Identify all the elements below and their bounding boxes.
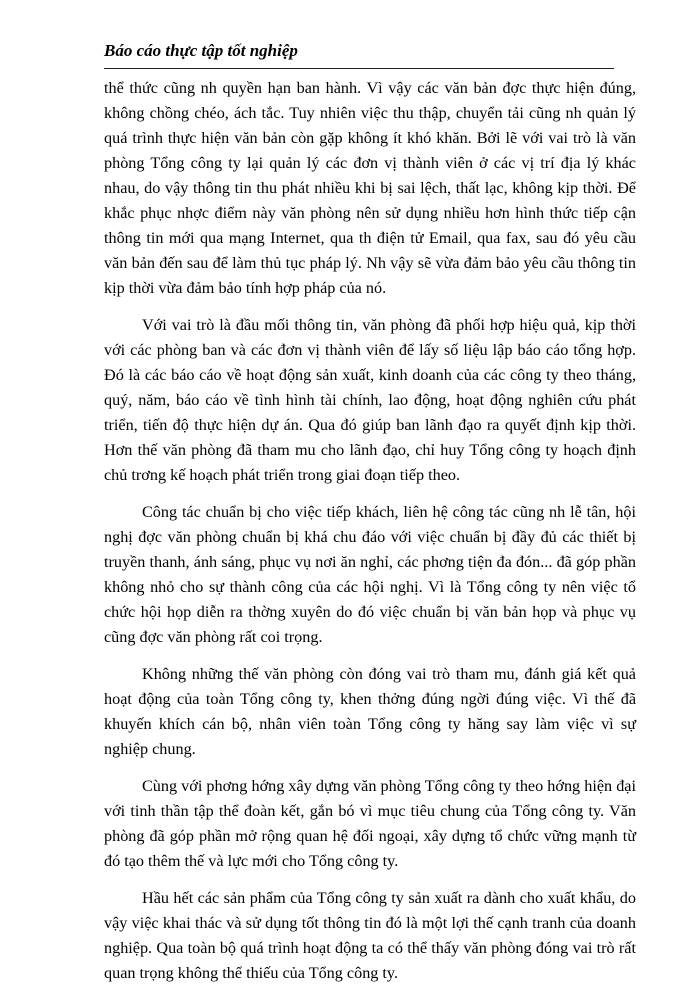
document-body <box>104 76 636 998</box>
paragraph-6: Hầu hết các sản phẩm của Tổng công ty sản xuất ra dành cho xuất khẩu, do vậy việc khai thác và sử dụng tốt thông tin đó là một lợi thế cạnh tranh của doanh nghiệp. Qua toàn bộ quá trình hoạt động ta có thể thấy văn phòng đóng vai trò rất quan trọng không thể thiếu của Tổng công ty. <box>104 889 636 982</box>
paragraph-1: thể thức cũng nh quyền hạn ban hành. Vì vậy các văn bản đợc thực hiện đúng, không chồng chéo, ách tắc. Tuy nhiên việc thu thập, chuyển tải cũng nh quản lý quá trình thực hiện văn bản còn gặp không ít khó khăn. Bởi lẽ với vai trò là văn phòng Tổng công ty lại quản lý các đơn vị thành viên ở các vị trí địa lý khác nhau, do vậy thông tin thu phát nhiều khi bị sai lệch, thất lạc, không kịp thời. Để khắc phục nhợc điểm này văn phòng nên sử dụng nhiều hơn hình thức tiếp cận thông tin mới qua mạng Internet, qua th điện tử Email, qua fax, sau đó yêu cầu văn bản đến sau để làm thủ tục pháp lý. Nh vậy sẽ vừa đảm bảo yêu cầu thông tin kịp thời vừa đảm bảo tính hợp pháp của nó. <box>104 79 636 297</box>
paragraph-2: Với vai trò là đầu mối thông tin, văn phòng đã phối hợp hiệu quả, kịp thời với các phòng ban và các đơn vị thành viên để lấy số liệu lập báo cáo tổng hợp. Đó là các báo cáo về hoạt động sản xuất, kinh doanh của các công ty theo tháng, quý, năm, báo cáo về tình hình tài chính, lao động, hoạt động nghiên cứu phát triển, tiến độ thực hiện dự án. Qua đó giúp ban lãnh đạo ra quyết định kịp thời. Hơn thế văn phòng đã tham mu cho lãnh đạo, chỉ huy Tổng công ty hoạch định chủ trơng kế hoạch phát triển trong giai đoạn tiếp theo. <box>104 316 636 484</box>
paragraph-4: Không những thế văn phòng còn đóng vai trò tham mu, đánh giá kết quả hoạt động của toàn Tổng công ty, khen thởng đúng ngời đúng việc. Vì thế đã khuyến khích cán bộ, nhân viên toàn Tổng công ty hăng say làm việc vì sự nghiệp chung. <box>104 665 636 758</box>
paragraph-5: Cùng với phơng hớng xây dựng văn phòng Tổng công ty theo hớng hiện đại với tinh thần tập thể đoàn kết, gắn bó vì mục tiêu chung của Tổng công ty. Văn phòng đã góp phần mở rộng quan hệ đối ngoại, xây dựng tổ chức vững mạnh từ đó tạo thêm thế và lực mới cho Tổng công ty. <box>104 777 636 870</box>
paragraph-3: Công tác chuẩn bị cho việc tiếp khách, liên hệ công tác cũng nh lễ tân, hội nghị đợc văn phòng chuẩn bị khá chu đáo với việc chuẩn bị đầy đủ các thiết bị truyền thanh, ánh sáng, phục vụ nơi ăn nghỉ, các phơng tiện đa đón... đã góp phần không nhỏ cho sự thành công của các hội nghị. Vì là Tổng công ty nên việc tổ chức hội họp diễn ra thờng xuyên do đó việc chuẩn bị văn bản họp và phục vụ cũng đợc văn phòng rất coi trọng. <box>104 503 636 646</box>
header-title: Báo cáo thực tập tốt nghiệp <box>104 41 298 60</box>
running-header <box>104 40 614 69</box>
